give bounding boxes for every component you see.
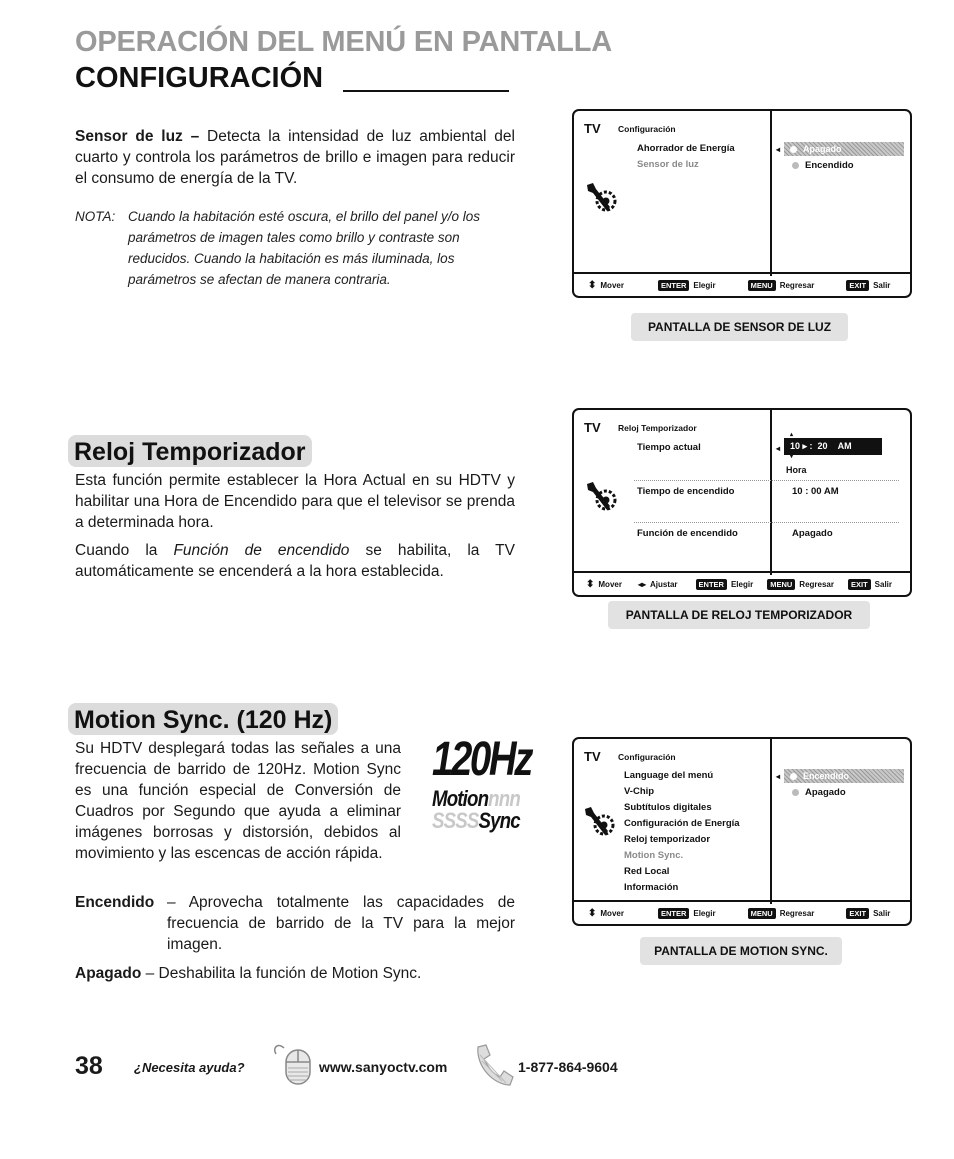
menu-item-current-time[interactable]: Tiempo actual	[637, 442, 701, 453]
menu-item-on-time[interactable]: Tiempo de encendido	[637, 486, 735, 497]
leftright-arrow-icon: ◂▸	[637, 579, 646, 589]
current-time-field[interactable]: 10 ▸ : 20 AM	[784, 438, 882, 455]
option-encendido-selected[interactable]: Encendido	[784, 769, 904, 783]
radio-icon	[792, 789, 799, 796]
menu-item-subtitles[interactable]: Subtítulos digitales	[624, 802, 712, 813]
exit-key: EXIT	[848, 579, 871, 590]
title-rule	[343, 90, 509, 92]
motion-section-title: Motion Sync. (120 Hz)	[68, 703, 338, 735]
sensor-term: Sensor de luz –	[75, 128, 200, 145]
screen-menu-title: Configuración	[618, 752, 676, 762]
screen-bottom-bar: ⬍ Mover ENTER Elegir MENU Regresar EXIT Salir	[574, 272, 910, 296]
screen-bottom-bar: ⬍ Mover ◂▸ Ajustar ENTER Elegir MENU Regresar EXIT Salir	[574, 571, 910, 595]
encendido-term: Encendido	[75, 894, 155, 911]
sensor-screen: TV Configuración Ahorrador de Energía Sensor de luz ◂ Apagado Encendido ⬍ Mover ENTER Elegir MENU Regresar EXIT Salir	[572, 109, 912, 298]
exit-key: EXIT	[846, 280, 869, 291]
updown-arrow-icon: ⬍	[586, 578, 595, 590]
wrench-gear-icon	[584, 480, 620, 514]
exit-key: EXIT	[846, 908, 869, 919]
radio-selected-icon	[790, 773, 797, 780]
menu-item-language[interactable]: Language del menú	[624, 770, 714, 781]
mouse-icon	[268, 1040, 314, 1086]
menu-item-info[interactable]: Información	[624, 882, 679, 893]
motion-sync-logo: 120Hz Motionnnn SSSSSync	[432, 733, 531, 833]
time-sublabel: Hora	[786, 465, 807, 475]
note-label-wrap: NOTA:	[75, 209, 116, 224]
menu-item-vchip[interactable]: V-Chip	[624, 786, 655, 797]
wrench-gear-icon	[582, 805, 618, 839]
motion-screen: TV Configuración Language del menú V-Chip Subtítulos digitales Configuración de Energía Reloj temporizador Motion Sync. Red Local Información ◂ Encendido Apagado ⬍ Mover ENTER Elegir MENU Regresar EXIT Salir	[572, 737, 912, 926]
on-time-value: 10 : 00 AM	[792, 486, 839, 497]
reloj-caption: PANTALLA DE RELOJ TEMPORIZADOR	[608, 601, 870, 629]
wrench-gear-icon	[584, 181, 620, 215]
sensor-body: Detecta la intensidad de luz ambiental del cuarto y controla los parámetros de brillo e imagen para reducir el consumo de energía de la TV.	[75, 128, 515, 187]
note-label: NOTA	[75, 209, 112, 224]
sensor-caption: PANTALLA DE SENSOR DE LUZ	[631, 313, 848, 341]
reloj-section-title: Reloj Temporizador	[68, 435, 312, 467]
screen-tv-label: TV	[584, 749, 601, 764]
menu-key: MENU	[748, 908, 776, 919]
menu-item-energy-saver[interactable]: Ahorrador de Energía	[637, 143, 735, 154]
up-arrow-icon: ▴	[790, 432, 794, 438]
page-supertitle: OPERACIÓN DEL MENÚ EN PANTALLA	[75, 26, 612, 58]
option-apagado[interactable]: Apagado	[792, 787, 846, 798]
down-arrow-icon: ▾	[790, 454, 794, 460]
updown-arrow-icon: ⬍	[588, 907, 597, 919]
radio-selected-icon	[790, 146, 797, 153]
menu-item-energy[interactable]: Configuración de Energía	[624, 818, 740, 829]
menu-item-on-function[interactable]: Función de encendido	[637, 528, 738, 539]
menu-item-timer[interactable]: Reloj temporizador	[624, 834, 711, 845]
option-apagado-selected[interactable]: Apagado	[784, 142, 904, 156]
updown-arrow-icon: ⬍	[588, 279, 597, 291]
screen-tv-label: TV	[584, 121, 601, 136]
apagado-term: Apagado	[75, 965, 142, 982]
apagado-definition: Apagado – Deshabilita la función de Motion Sync.	[75, 965, 422, 982]
menu-item-motion-sync[interactable]: Motion Sync.	[624, 850, 684, 861]
menu-key: MENU	[748, 280, 776, 291]
note-text: Cuando la habitación esté oscura, el brillo del panel y/o los parámetros de imagen tales como brillo y contraste son reducidos. Cuando la habitación es más iluminada, los parámetros se afectan de manera contraria.	[128, 209, 480, 287]
reloj-paragraph-1: Esta función permite establecer la Hora Actual en su HDTV y habilitar una Hora de Encendido para que el televisor se prenda a determinada hora.	[75, 472, 515, 531]
radio-icon	[792, 162, 799, 169]
reloj-paragraph-2: Cuando la Función de encendido se habilita, la TV automáticamente se encenderá a la hora establecida.	[75, 542, 515, 580]
website-link[interactable]: www.sanyoctv.com	[319, 1059, 448, 1075]
phone-number: 1-877-864-9604	[518, 1059, 618, 1075]
encendido-text: – Aprovecha totalmente las capacidades de frecuencia de barrido de la TV para la mejor imagen.	[167, 894, 515, 953]
menu-item-network[interactable]: Red Local	[624, 866, 670, 877]
on-function-value: Apagado	[792, 528, 833, 539]
enter-key: ENTER	[658, 908, 689, 919]
motion-paragraph-1: Su HDTV desplegará todas las señales a una frecuencia de barrido de 120Hz. Motion Sync es una función especial de Conversión de Cuadros por Segundo que ayuda a eliminar imágenes borrosas y distorsión, debidos al movimiento y las escencas de acción rápida.	[75, 740, 401, 862]
screen-menu-title: Configuración	[618, 124, 676, 134]
page-number: 38	[75, 1052, 103, 1080]
screen-bottom-bar: ⬍ Mover ENTER Elegir MENU Regresar EXIT Salir	[574, 900, 910, 924]
screen-menu-title: Reloj Temporizador	[618, 423, 697, 433]
page-title: CONFIGURACIÓN	[75, 62, 324, 94]
reloj-screen: TV Reloj Temporizador Tiempo actual Tiempo de encendido Función de encendido ◂ 10 ▸ : 20 AM ▴ ▾ Hora 10 : 00 AM Apagado ⬍ Mover ◂▸ Ajustar ENTER Elegir MENU Regresar EXIT Salir	[572, 408, 912, 597]
enter-key: ENTER	[696, 579, 727, 590]
screen-tv-label: TV	[584, 420, 601, 435]
menu-item-light-sensor[interactable]: Sensor de luz	[637, 159, 699, 170]
motion-caption: PANTALLA DE MOTION SYNC.	[640, 937, 842, 965]
help-text: ¿Necesita ayuda?	[134, 1060, 245, 1075]
sensor-paragraph	[75, 126, 515, 189]
option-encendido[interactable]: Encendido	[792, 160, 854, 171]
phone-icon	[472, 1043, 514, 1087]
enter-key: ENTER	[658, 280, 689, 291]
menu-key: MENU	[767, 579, 795, 590]
